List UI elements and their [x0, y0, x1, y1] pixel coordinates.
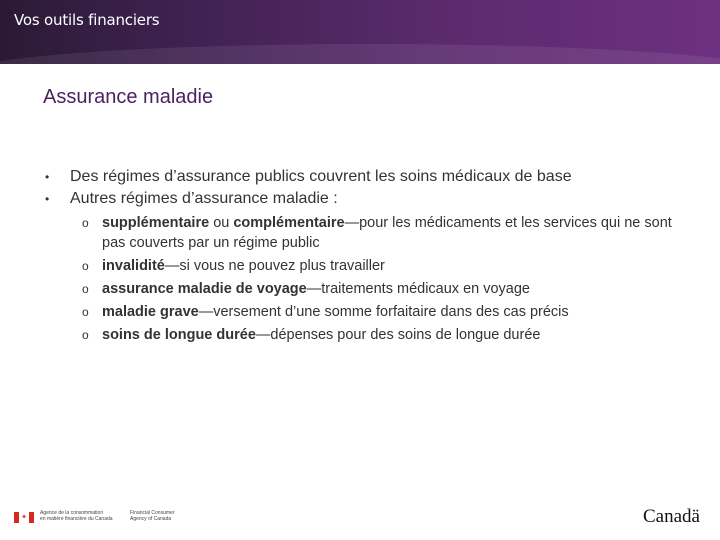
agency-name-en: Financial Consumer Agency of Canada: [130, 510, 175, 522]
banner-swoosh: [0, 44, 720, 64]
bullet-icon: •: [45, 170, 50, 184]
term: supplémentaire: [102, 215, 210, 231]
canada-flag-icon: ✦: [14, 512, 34, 523]
bullet-item: [45, 188, 695, 210]
sub-bullet-text: maladie grave—versement d’une somme forfaitaire dans des cas précis: [102, 303, 569, 320]
term: complémentaire: [233, 215, 345, 231]
term: maladie grave: [102, 303, 199, 320]
sub-bullet-item: [82, 303, 682, 323]
sub-bullet-text: invalidité—si vous ne pouvez plus travailler: [102, 257, 385, 274]
agency-name-fr: Agence de la consommation en matière financière du Canada: [40, 510, 113, 522]
canada-wordmark-logo: Canadä: [643, 506, 700, 527]
sub-bullet-icon: o: [82, 327, 89, 342]
bullet-text: Des régimes d’assurance publics couvrent les soins médicaux de base: [70, 168, 572, 185]
header-title: Vos outils financiers: [14, 11, 160, 29]
sub-bullet-item: [82, 280, 682, 300]
sub-bullet-text: supplémentaire ou complémentaire—pour les médicaments et les services qui ne sont pas couverts par un régime public: [102, 215, 672, 251]
sub-bullet-item: [82, 214, 682, 253]
footer: [0, 500, 720, 540]
slide-title: Assurance maladie: [43, 86, 214, 108]
bullet-icon: •: [45, 192, 50, 206]
sub-bullet-icon: o: [82, 216, 89, 230]
bullet-text: Autres régimes d’assurance maladie :: [70, 190, 338, 207]
sub-bullet-icon: o: [82, 304, 89, 319]
header-banner: [0, 0, 720, 64]
sub-bullet-icon: o: [82, 258, 89, 273]
sub-bullet-list: [82, 214, 682, 345]
term: invalidité: [102, 257, 165, 274]
term: assurance maladie de voyage: [102, 280, 307, 297]
sub-bullet-icon: o: [82, 281, 89, 296]
sub-bullet-item: [82, 326, 682, 346]
bullet-item: [45, 166, 695, 188]
bullet-list: [45, 166, 695, 349]
sub-bullet-item: [82, 257, 682, 277]
sub-bullet-text: soins de longue durée—dépenses pour des soins de longue durée: [102, 326, 541, 343]
term: soins de longue durée: [102, 326, 256, 343]
sub-bullet-text: assurance maladie de voyage—traitements médicaux en voyage: [102, 280, 530, 297]
